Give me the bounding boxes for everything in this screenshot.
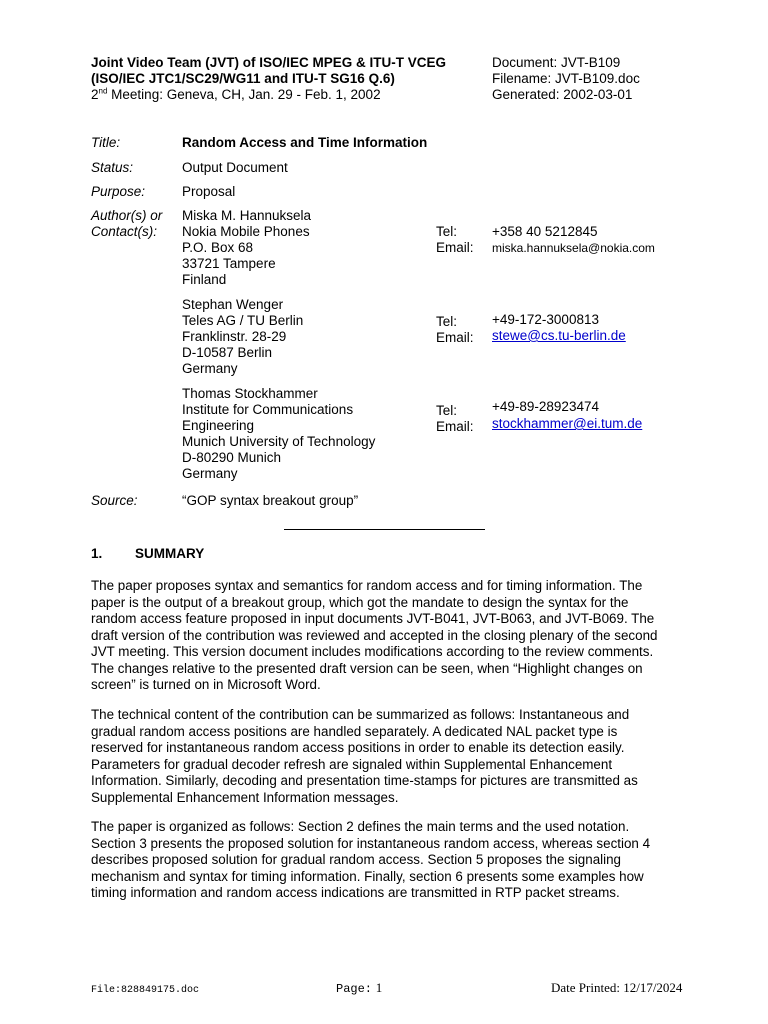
author-3-contact-labels: Tel: Email: bbox=[436, 403, 474, 434]
summary-paragraph-2: The technical content of the contribution can be summarized as follows: Instantaneous and gradual random access positions are handled separately. A dedicated NAL packet type is reserved for instantaneous random access positions in order to enable its detection easily. Parameters for gradual decoder refresh are signaled within Supplemental Enhancement Information. Similarly, decoding and presentation time-stamps for pictures are transmitted as Supplemental Enhancement Information messages. bbox=[91, 707, 638, 805]
title-value: Random Access and Time Information bbox=[182, 135, 428, 150]
header-filename: Filename: JVT-B109.doc bbox=[492, 71, 640, 86]
author-1-email: miska.hannuksela@nokia.com bbox=[492, 241, 655, 255]
purpose-label: Purpose: bbox=[91, 184, 146, 199]
purpose-value: Proposal bbox=[182, 184, 236, 199]
header-generated: Generated: 2002-03-01 bbox=[492, 87, 633, 102]
status-value: Output Document bbox=[182, 160, 288, 175]
status-label: Status: bbox=[91, 160, 134, 175]
header-org-line2: (ISO/IEC JTC1/SC29/WG11 and ITU-T SG16 Q.6) bbox=[91, 71, 395, 86]
author-2-email-link[interactable]: stewe@cs.tu-berlin.de bbox=[492, 328, 626, 343]
author-2-contact-labels: Tel: Email: bbox=[436, 314, 474, 345]
source-value: “GOP syntax breakout group” bbox=[182, 493, 359, 508]
footer-page: Page: 1 bbox=[336, 980, 383, 996]
header-document: Document: JVT-B109 bbox=[492, 55, 621, 70]
divider bbox=[284, 529, 485, 530]
summary-paragraph-1: The paper proposes syntax and semantics for random access and for timing information. The paper is the output of a breakout group, which got the mandate to design the syntax for the random access feature proposed in input documents JVT-B041, JVT-B063, and JVT-B069. The draft version of the contribution was reviewed and accepted in the closing plenary of the second JVT meeting. This version document includes modifications according to the review comments. The changes relative to the presented draft version can be seen, when “Highlight changes on screen” is turned on in Microsoft Word. bbox=[91, 578, 658, 692]
title-label: Title: bbox=[91, 135, 121, 150]
footer-file: File:828849175.doc bbox=[91, 985, 200, 996]
footer-date-printed: Date Printed: 12/17/2024 bbox=[551, 980, 683, 995]
section-number: 1. bbox=[91, 546, 103, 561]
author-3-address: Thomas Stockhammer Institute for Communications Engineering Munich University of Technology D-80290 Munich Germany bbox=[182, 386, 376, 481]
author-3-email-link[interactable]: stockhammer@ei.tum.de bbox=[492, 416, 643, 431]
header-org bbox=[91, 55, 481, 103]
author-3-tel: +49-89-28923474 bbox=[492, 399, 599, 414]
authors-label: Author(s) or Contact(s): bbox=[91, 208, 163, 239]
author-1-contact-labels: Tel: Email: bbox=[436, 224, 474, 255]
author-2-address: Stephan Wenger Teles AG / TU Berlin Franklinstr. 28-29 D-10587 Berlin Germany bbox=[182, 297, 304, 376]
author-1-address: Miska M. Hannuksela Nokia Mobile Phones P.O. Box 68 33721 Tampere Finland bbox=[182, 208, 312, 287]
source-label: Source: bbox=[91, 493, 138, 508]
header-org-line1: Joint Video Team (JVT) of ISO/IEC MPEG & ITU-T VCEG bbox=[91, 55, 447, 70]
summary-paragraph-3: The paper is organized as follows: Section 2 defines the main terms and the used notation. Section 3 presents the proposed solution for instantaneous random access, whereas section 4 describes proposed solution for gradual random access. Section 5 proposes the signaling mechanism and syntax for timing information. Finally, section 6 presents some examples how timing information and random access indications are transmitted in RTP packet streams. bbox=[91, 819, 651, 900]
header-meeting: 2nd Meeting: Geneva, CH, Jan. 29 - Feb. 1, 2002 bbox=[91, 86, 381, 102]
section-title: SUMMARY bbox=[135, 546, 205, 561]
author-2-tel: +49-172-3000813 bbox=[492, 312, 599, 327]
header-docinfo bbox=[492, 55, 732, 103]
author-1-tel: +358 40 5212845 bbox=[492, 224, 598, 239]
